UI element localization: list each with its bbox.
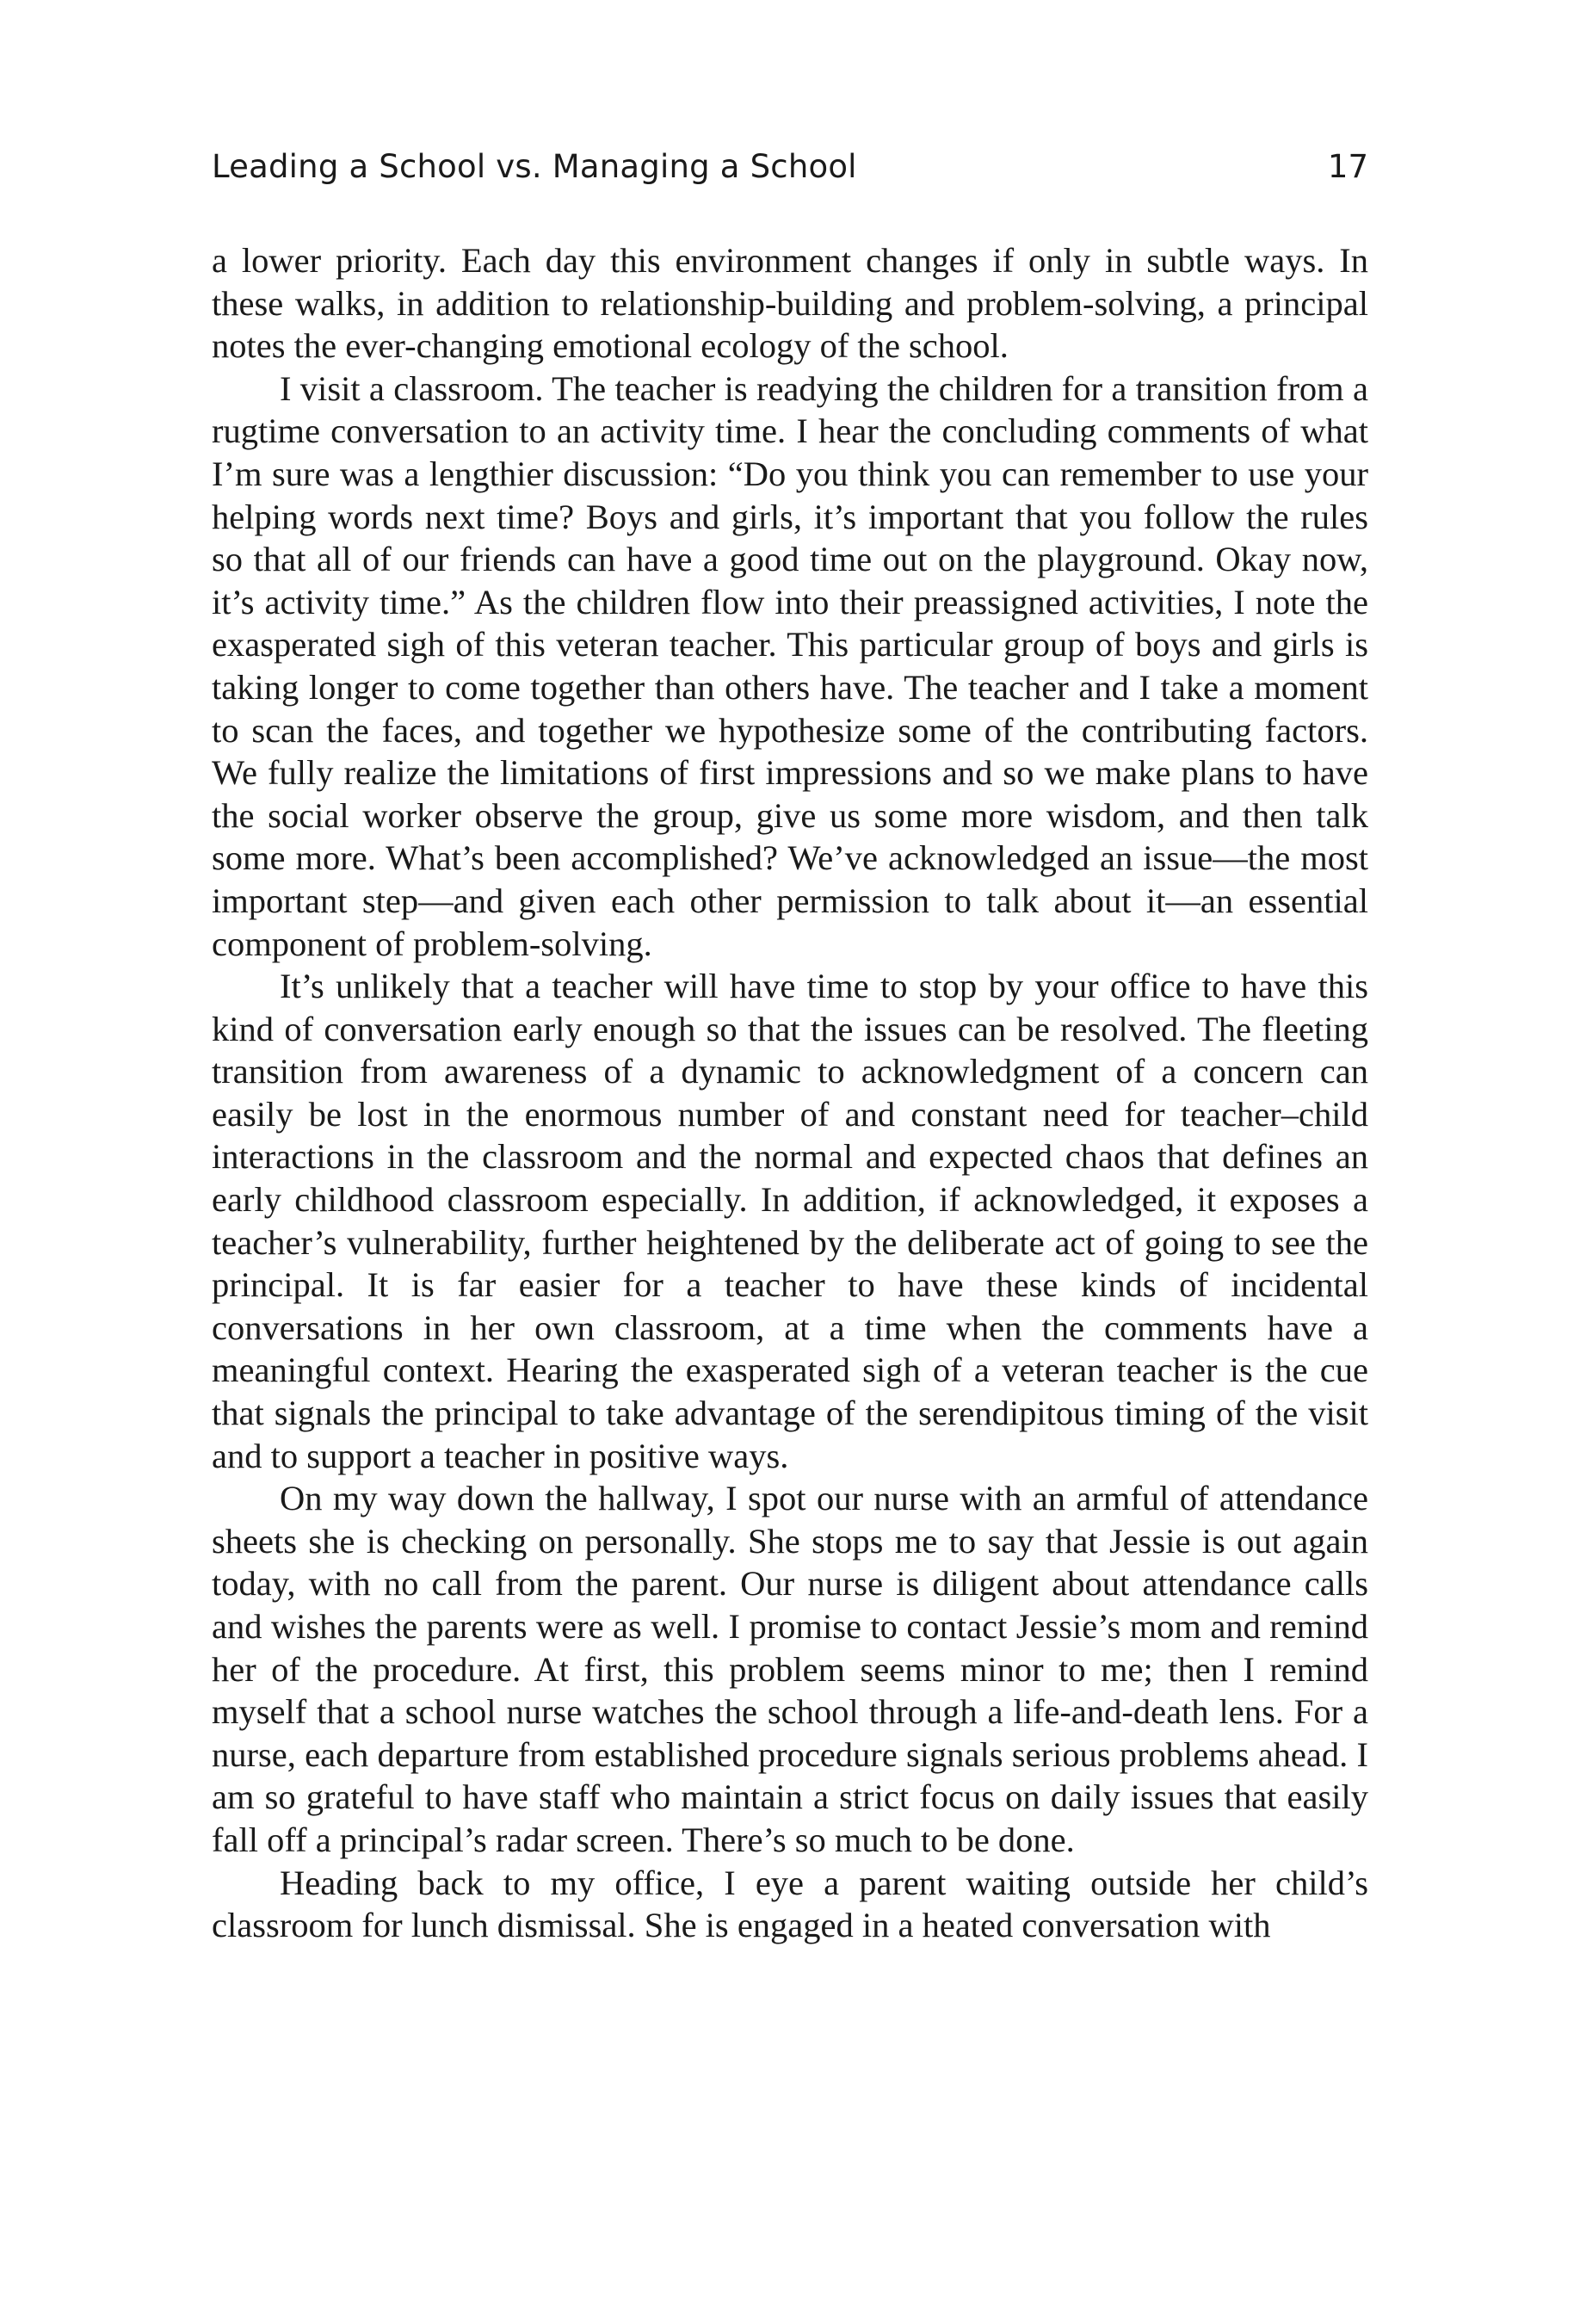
paragraph-teacher-conversation: It’s unlikely that a teacher will have time to stop by your office to have this kind of conversation early enough so that the issues can be resolved. The fleeting transition from awareness of a dynamic to acknowledgment of a concern can easily be lost in the enormous number of and constant need for teacher–child interactions in the classroom and the normal and expected chaos that defines an early childhood classroom especially. In addition, if acknowledged, it exposes a teacher’s vulnerability, further heightened by the deliberate act of going to see the principal. It is far easier for a teacher to have these kinds of incidental conversations in her own classroom, at a time when the comments have a meaningful context. Hearing the exasperated sigh of a veteran teacher is the cue that signals the principal to take advantage of the serendipitous timing of the visit and to support a teacher in positive ways. — [212, 967, 1368, 1475]
running-header — [212, 148, 1368, 200]
paragraph-classroom-visit: I visit a classroom. The teacher is readying the children for a transition from a rugtime conversation to an activity time. I hear the concluding comments of what I’m sure was a lengthier discussion: “Do you think you can remember to use your helping words next time? Boys and girls, it’s important that you follow the rules so that all of our friends can have a good time out on the playground. Okay now, it’s activity time.” As the children flow into their preassigned activities, I note the exasperated sigh of this veteran teacher. This particular group of boys and girls is taking longer to come together than others have. The teacher and I take a moment to scan the faces, and together we hypothesize some of the contributing factors. We fully realize the limitations of first impressions and so we make plans to have the social worker observe the group, give us some more wisdom, and then talk some more. What’s been accomplished? We’ve acknowledged an issue—the most important step—and given each other permission to talk about it—an essential component of problem-solving. — [212, 368, 1368, 963]
body-text — [212, 239, 1368, 1947]
paragraph-continuation: a lower priority. Each day this environment changes if only in subtle ways. In these walks, in addition to relationship-building and problem-solving, a principal notes the ever-changing emotional ecology of the school. — [212, 241, 1368, 366]
running-title: Leading a School vs. Managing a School — [212, 148, 857, 185]
page-number: 17 — [1327, 148, 1368, 185]
paragraph-nurse: On my way down the hallway, I spot our nurse with an armful of attendance sheets she is checking on personally. She stops me to say that Jessie is out again today, with no call from the parent. Our nurse is diligent about attendance calls and wishes the parents were as well. I promise to contact Jessie’s mom and remind her of the procedure. At first, this problem seems minor to me; then I remind myself that a school nurse watches the school through a life-and-death lens. For a nurse, each departure from established procedure signals serious problems ahead. I am so grateful to have staff who maintain a strict focus on daily issues that easily fall off a principal’s radar screen. There’s so much to be done. — [212, 1479, 1368, 1859]
paragraph-parent: Heading back to my office, I eye a parent waiting outside her child’s classroom for lunch dismissal. She is engaged in a heated conversation with — [212, 1863, 1368, 1945]
